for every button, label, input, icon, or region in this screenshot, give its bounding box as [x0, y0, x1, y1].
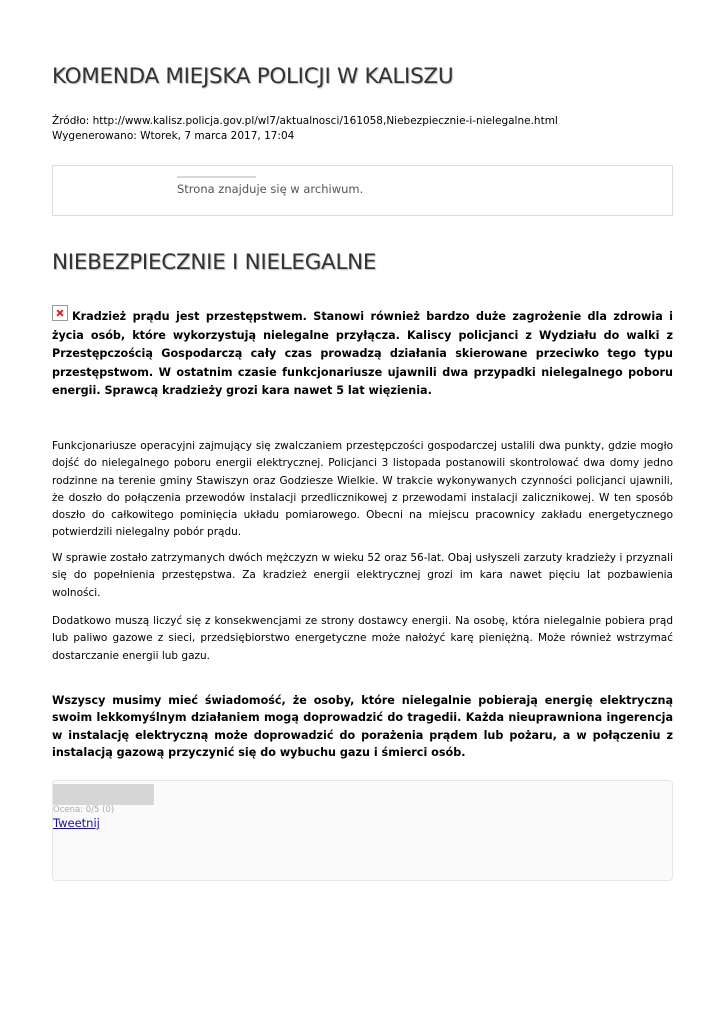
tweet-link[interactable]: Tweetnij	[53, 816, 100, 830]
article-lead-text: Kradzież prądu jest przestępstwem. Stanowi również bardzo duże zagrożenie dla zdrowia i życia osób, które wykorzystują nielegalne przyłącza. Kaliscy policjanci z Wydziału do walki z Przestępczością Gospodarczą cały czas prowadzą działania skierowane przeciwko tego typu przestępstwom. W ostatnim czasie funkcjonariusze ujawnili dwa przypadki nielegalnego poboru energii. Sprawcą kradzieży grozi kara nawet 5 lat więzienia.	[52, 310, 673, 397]
generated-line: Wygenerowano: Wtorek, 7 marca 2017, 17:04	[52, 130, 295, 142]
rating-stars[interactable]	[53, 784, 154, 805]
site-title: KOMENDA MIEJSKA POLICJI W KALISZU	[52, 64, 454, 89]
article-lead	[52, 308, 673, 401]
article-paragraph: Funkcjonariusze operacyjni zajmujący się zwalczaniem przestępczości gospodarczej ustalili dwa punkty, gdzie mogło dojść do nielegalnego poboru energii elektrycznej. Policjanci 3 listopada postanowili skontrolować dwa domy jedno rodzinne na terenie gminy Stawiszyn oraz Godziesze Wielkie. W trakcie wykonywanych czynności policjanci ujawnili, że doszło do połączenia przewodów instalacji przedlicznikowej z przewodami instalacji zalicznikowej. W ten sposób doszło do całkowitego pominięcia układu pomiarowego. Obecni na miejscu pracownicy zakładu energetycznego potwierdzili nielegalny pobór prądu.	[52, 440, 673, 539]
article-title: NIEBEZPIECZNIE I NIELEGALNE	[52, 250, 377, 275]
article-paragraph: W sprawie zostało zatrzymanych dwóch mężczyzn w wieku 52 oraz 56-lat. Obaj usłyszeli zarzuty kradzieży i przyznali się do popełnienia przestępstwa. Za kradzież energii elektrycznej grozi im kara nawet pięciu lat pozbawienia wolności.	[52, 552, 673, 599]
rating-label: Ocena: 0/5 (0)	[53, 805, 115, 815]
article-closing: Wszyscy musimy mieć świadomość, że osoby, które nielegalnie pobierają energię elektryczną swoim lekkomyślnym działaniem mogą doprowadzić do tragedii. Każda nieuprawniona ingerencja w instalację elektryczną może doprowadzić do porażenia prądem lub pożaru, a w połączeniu z instalacją gazową przyczynić się do wybuchu gazu i śmierci osób.	[52, 694, 673, 759]
rating-box	[52, 780, 673, 881]
document-meta	[52, 114, 558, 144]
archive-notice-divider	[177, 176, 256, 178]
source-line: Źródło: http://www.kalisz.policja.gov.pl/wl7/aktualnosci/161058,Niebezpiecznie-i-nielegalne.html	[52, 115, 558, 127]
archive-notice-box	[52, 165, 673, 216]
broken-image-icon	[52, 305, 68, 321]
article-paragraph: Dodatkowo muszą liczyć się z konsekwencjami ze strony dostawcy energii. Na osobę, która nielegalnie pobiera prąd lub paliwo gazowe z sieci, przedsiębiorstwo energetyczne może nałożyć karę pieniężną. Może również wstrzymać dostarczanie energii lub gazu.	[52, 615, 673, 662]
archive-notice: Strona znajduje się w archiwum.	[177, 182, 364, 196]
